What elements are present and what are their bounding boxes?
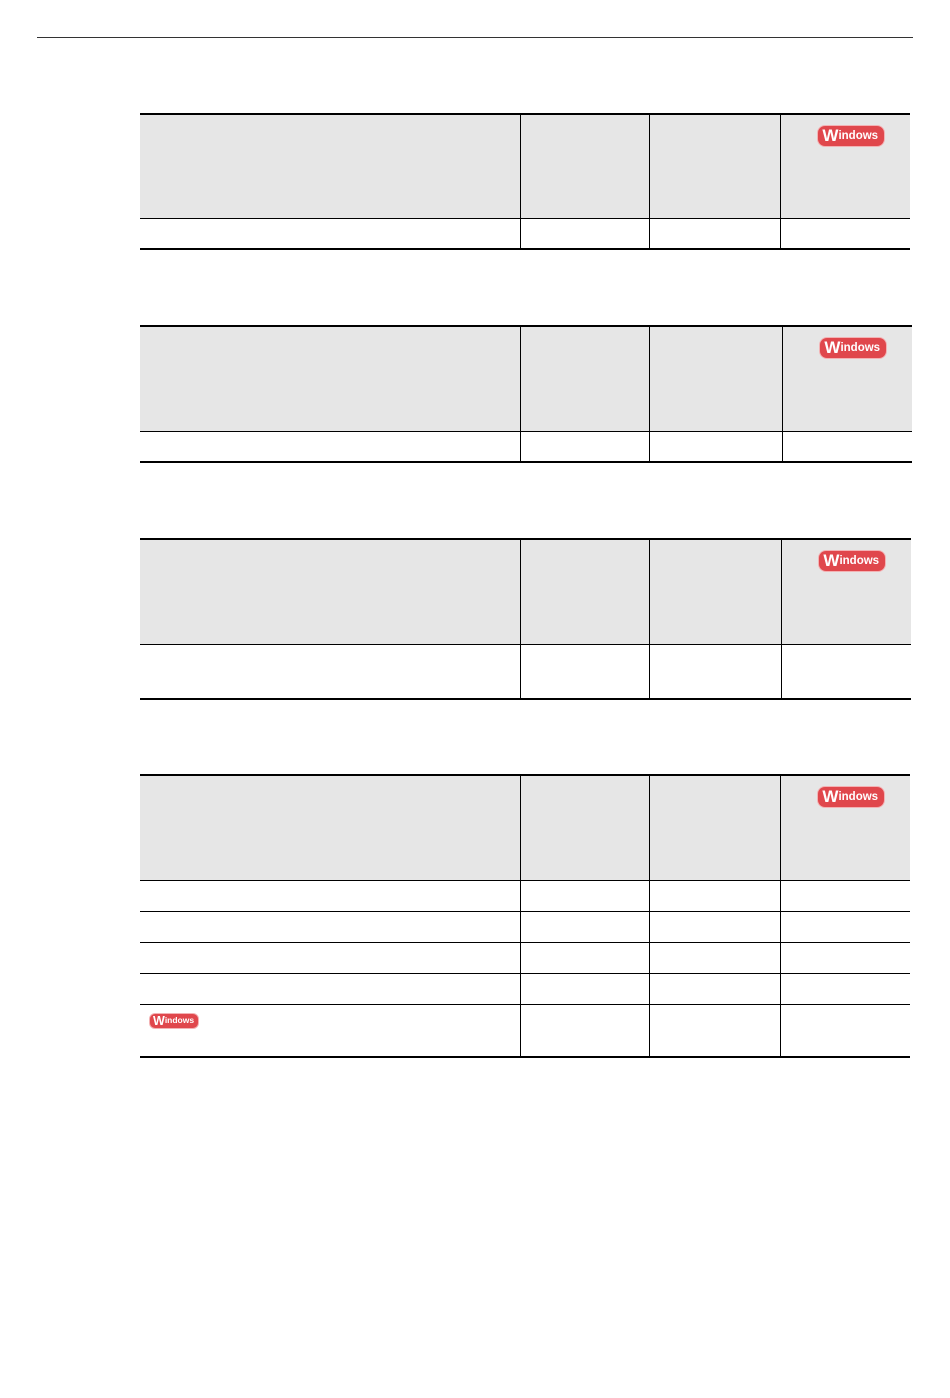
table-cell xyxy=(780,1004,910,1057)
header-cell-windows xyxy=(782,326,912,431)
table-cell xyxy=(649,1004,780,1057)
windows-icon: Windows xyxy=(150,1014,198,1028)
spec-table-4 xyxy=(140,774,910,1058)
table-cell xyxy=(140,218,520,249)
table-row xyxy=(140,218,910,249)
table-cell-windows xyxy=(140,1004,520,1057)
table-cell xyxy=(649,218,780,249)
header-cell xyxy=(649,114,780,218)
table-cell xyxy=(520,911,649,942)
table-cell xyxy=(782,431,912,462)
windows-icon: Windows xyxy=(819,551,885,571)
header-cell xyxy=(649,326,782,431)
table-cell xyxy=(780,880,910,911)
table-cell xyxy=(140,644,520,699)
table-cell xyxy=(520,973,649,1004)
header-cell xyxy=(140,114,520,218)
table-row xyxy=(140,880,910,911)
header-cell xyxy=(520,775,649,880)
header-cell xyxy=(520,114,649,218)
table-cell xyxy=(520,1004,649,1057)
header-cell xyxy=(520,326,649,431)
table-cell xyxy=(780,942,910,973)
windows-icon: Windows xyxy=(818,126,884,146)
table-cell xyxy=(140,973,520,1004)
spec-table-3 xyxy=(140,538,911,700)
table-cell xyxy=(520,942,649,973)
table-cell xyxy=(780,218,910,249)
table-cell xyxy=(781,644,911,699)
header-cell xyxy=(140,539,520,644)
header-cell-windows xyxy=(780,114,910,218)
spec-table-1 xyxy=(140,113,910,250)
page-top-rule xyxy=(37,37,913,38)
header-cell xyxy=(520,539,649,644)
table-cell xyxy=(140,942,520,973)
header-cell xyxy=(649,539,781,644)
table-cell xyxy=(649,880,780,911)
table-cell xyxy=(520,431,649,462)
table-cell xyxy=(649,973,780,1004)
table-cell xyxy=(649,942,780,973)
table-cell xyxy=(140,431,520,462)
table-row xyxy=(140,911,910,942)
table-cell xyxy=(140,880,520,911)
table-cell xyxy=(520,644,649,699)
table-row xyxy=(140,431,912,462)
table-cell xyxy=(520,218,649,249)
table-cell xyxy=(780,973,910,1004)
windows-icon: Windows xyxy=(820,338,886,358)
table-cell xyxy=(520,880,649,911)
table-row xyxy=(140,942,910,973)
windows-icon: Windows xyxy=(818,787,884,807)
table-row xyxy=(140,1004,910,1057)
header-cell-windows xyxy=(780,775,910,880)
table-cell xyxy=(780,911,910,942)
table-cell xyxy=(649,431,782,462)
table-cell xyxy=(649,911,780,942)
table-cell xyxy=(140,911,520,942)
table-cell xyxy=(649,644,781,699)
header-cell xyxy=(140,326,520,431)
table-row xyxy=(140,644,911,699)
header-cell-windows xyxy=(781,539,911,644)
header-cell xyxy=(140,775,520,880)
header-cell xyxy=(649,775,780,880)
spec-table-2 xyxy=(140,325,912,463)
table-row xyxy=(140,973,910,1004)
